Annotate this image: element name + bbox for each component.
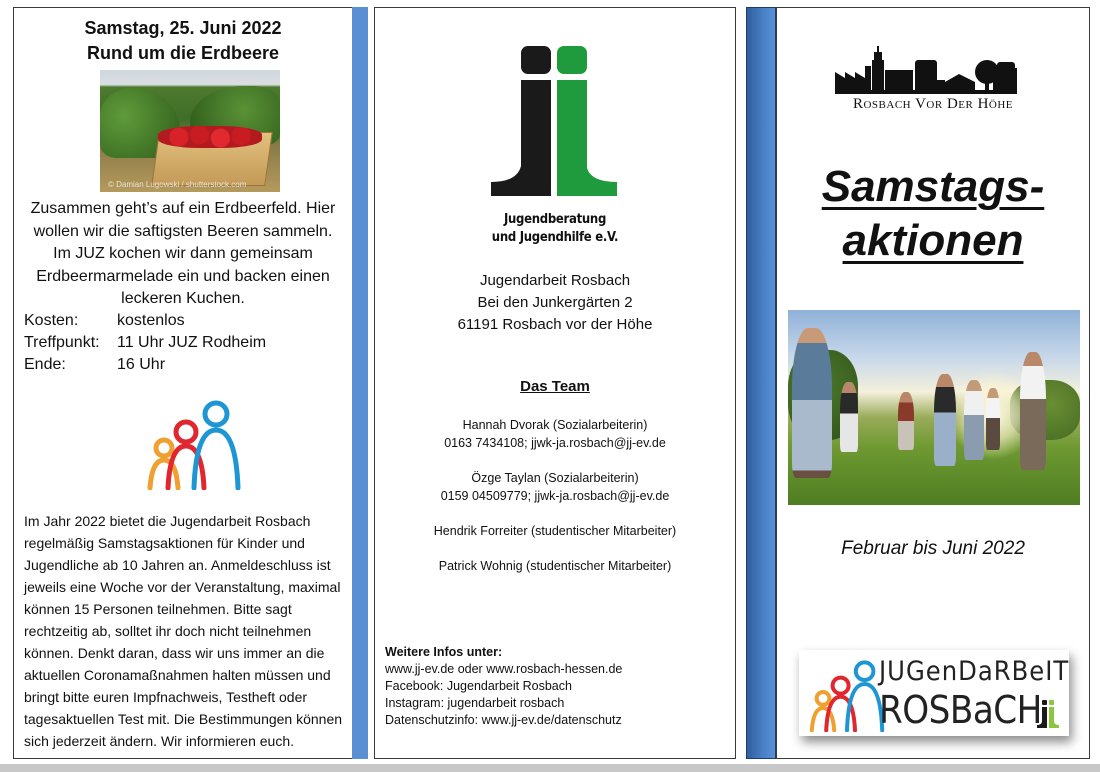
- description-line: Im JUZ kochen wir dann gemeinsam: [53, 245, 313, 262]
- fact-cost: Kosten: kostenlos: [24, 312, 185, 329]
- description-line: Erdbeermarmelade ein und backen einen: [36, 267, 330, 285]
- team-list: [375, 416, 735, 592]
- team-member: Patrick Wohnig (studentischer Mitarbeiter): [438, 559, 672, 573]
- description-line: Zusammen geht’s auf ein Erdbeerfeld. Hier: [30, 200, 336, 217]
- jj-mini-logo-icon: [1037, 700, 1059, 728]
- contact-panel: [374, 7, 736, 759]
- website-links: www.jj-ev.de oder www.rosbach-hessen.de: [385, 662, 623, 676]
- family-figures-icon: [807, 660, 887, 732]
- city-name: Rosbach Vor Der Höhe: [852, 96, 1014, 112]
- fold-stripe: [352, 7, 368, 759]
- team-member: Hannah Dvorak (Sozialarbeiterin) 0163 7434108; jjwk-ja.rosbach@jj-ev.de: [444, 418, 666, 450]
- event-description: [14, 198, 352, 311]
- team-member: Özge Taylan (Sozialarbeiterin) 0159 04509779; jjwk-ja.rosbach@jj-ev.de: [440, 471, 670, 503]
- further-info: [385, 644, 622, 729]
- logo-text-line2: ROSBaCH: [879, 688, 1042, 732]
- facebook-info: Facebook: Jugendarbeit Rosbach: [385, 679, 572, 693]
- family-figures-icon: [144, 400, 244, 490]
- logo-text-line1: JUGenDaRBeIT: [879, 656, 1070, 687]
- description-line: leckeren Kuchen.: [121, 290, 245, 307]
- page-bottom-edge: [0, 764, 1100, 772]
- instagram-info: Instagram: jugendarbeit rosbach: [385, 696, 565, 710]
- season-dates: Februar bis Juni 2022: [841, 538, 1025, 559]
- program-info-text: Im Jahr 2022 bietet die Jugendarbeit Rosbach regelmäßig Samstagsaktionen für Kinder und Jugendliche ab 10 Jahren an. Anmeldeschluss ist jeweils eine Woche vor der Veranstaltung, maximal können 15 Personen teilnehmen. Bitte sagt rechtzeitig ab, solltet ihr doch nicht teilnehmen können. Denkt daran, dass wir uns immer an die aktuellen Coronamaßnahmen halten müssen und bringt bitte euren Impfnachweis, Testheft oder tagesaktuellen Test mit. Die Bestimmungen können sich jederzeit ändern. Wir informieren euch.: [24, 513, 343, 749]
- event-heading: [14, 16, 352, 66]
- cover-panel: [776, 7, 1090, 759]
- event-panel: [13, 7, 353, 759]
- strawberry-field-photo: [100, 70, 280, 192]
- event-date: Samstag, 25. Juni 2022: [84, 18, 282, 38]
- running-youth-photo: [788, 310, 1080, 505]
- event-title: Rund um die Erdbeere: [86, 43, 280, 63]
- further-info-heading: Weitere Infos unter:: [385, 645, 503, 659]
- address-block: Jugendarbeit Rosbach Bei den Junkergärten 2 61191 Rosbach vor der Höhe: [457, 272, 653, 333]
- team-member: Hendrik Forreiter (studentischer Mitarbeiter): [433, 524, 677, 538]
- brochure-title: Samstags- aktionen: [821, 162, 1045, 265]
- event-facts: [24, 310, 266, 376]
- image-credit: © Damian Lugowski / shutterstock.com: [108, 180, 247, 189]
- jj-org-logo-icon: [491, 46, 619, 204]
- jugendarbeit-rosbach-logo: [799, 650, 1069, 736]
- fact-end: Ende: 16 Uhr: [24, 356, 166, 373]
- team-heading: Das Team: [520, 378, 590, 395]
- description-line: wollen wir die saftigsten Beeren sammeln.: [33, 222, 333, 240]
- fact-meeting-point: Treffpunkt: 11 Uhr JUZ Rodheim: [24, 334, 267, 351]
- cover-stripe: [746, 7, 776, 759]
- city-skyline-icon: [835, 46, 1017, 94]
- org-logo-text: Jugendberatung und Jugendhilfe e.V.: [491, 212, 619, 245]
- privacy-info: Datenschutzinfo: www.jj-ev.de/datenschutz: [385, 713, 622, 727]
